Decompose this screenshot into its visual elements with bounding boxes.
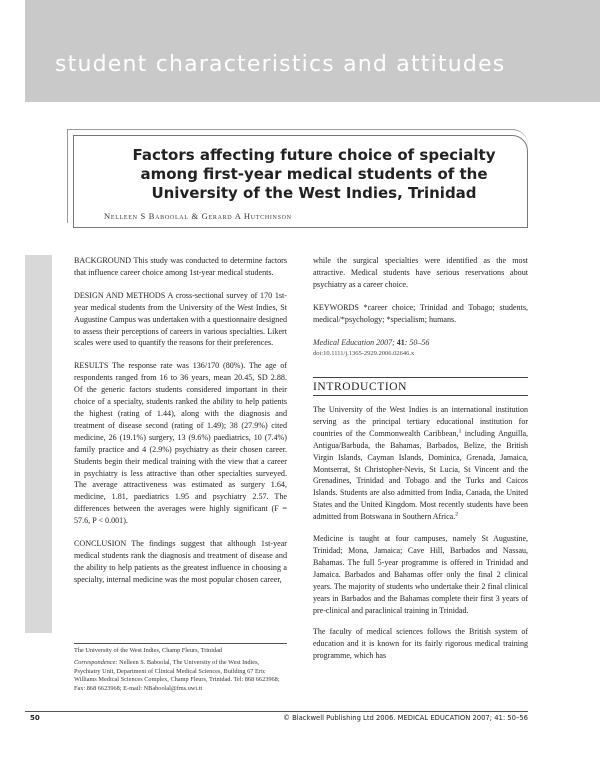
abstract-background: BACKGROUND This study was conducted to determine factors that influence career choice among 1st-year medical students.: [74, 256, 287, 277]
intro-paragraph-1: The University of the West Indies is an international institution serving as the principal tertiary educational institution for countries of the Commonwealth Caribbean,$^1$ including Anguilla, Antigua/Barbuda, the Bahamas, Barbados, Belize, the British Virgin Islands, Cayman Islands, Dominica, Grenada, Jamaica, Montserrat, St Christopher-Nevis, St Lucia, St Vincent and the Grenadines, Trinidad and Tobago and the Turks and Caicos Islands. Students are also admitted from India, Canada, the United States and the United Kingdom. Most recently students have been admitted from Botswana in Southern Africa.$^2$: [313, 405, 528, 522]
footer-rule: [25, 711, 528, 712]
introduction-heading: INTRODUCTION: [313, 377, 528, 396]
intro-paragraph-2: Medicine is taught at four campuses, namely St Augustine, Trinidad; Mona, Jamaica; Cave Hill, Barbados and Nassau, Bahamas. The full 5-year programme is offered in Trinidad and Jamaica. Barbados and Bahamas offer only the final 2 clinical years. The majority of students who undertake their 2 final clinical years in Barbados and the Bahamas complete their first 3 years of pre-clinical and paraclinical training in Trinidad.: [313, 534, 528, 615]
introduction-body: [313, 404, 528, 672]
doi: doi:10.1111/j.1365-2929.2006.02646.x: [313, 349, 415, 357]
footer-copyright: © Blackwell Publishing Ltd 2006. MEDICAL EDUCATION 2007; 41: 50–56: [283, 714, 528, 722]
affiliation: The University of the West Indies, Champ Fleurs, Trinidad: [74, 647, 223, 654]
affiliation-block: [74, 643, 287, 693]
abstract-keywords: KEYWORDS *career choice; Trinidad and Tobago; students, medical/*psychology; *specialism; humans.: [313, 302, 528, 324]
article-title: Factors affecting future choice of specialty among first-year medical students of the University of the West Indies, Trinidad: [132, 146, 496, 202]
page-number: 50: [30, 714, 40, 722]
citation: Medical Education 2007; 41: 50–56: [313, 337, 430, 347]
abstract-left-column: [74, 255, 287, 597]
abstract-side-band: [25, 255, 52, 633]
section-title: student characteristics and attitudes: [55, 52, 506, 77]
section-banner: [25, 0, 600, 102]
article-authors: Nelleen S Baboolal & Gerard A Hutchinson: [104, 211, 292, 221]
abstract-conclusion-continued: while the surgical specialties were identified as the most attractive. Medical students have serious reservations about psychiatry as a career choice.: [313, 256, 528, 289]
abstract-right-column: [313, 255, 528, 359]
intro-paragraph-3: The faculty of medical sciences follows the British system of education and it is known for its fairly rigorous medical training programme, which has: [313, 627, 528, 661]
correspondence: Correspondence: Nelleen S. Baboolal, The University of the West Indies, Psychiatry Unit, Department of Clinical Medical Sciences, Building 67 Eric Williams Medical Sciences Complex, Champ Fleurs, Trinidad. Tel: 868 6623968; Fax: 868 6623968; E-mail: NBaboolal@fms.uwi.tt: [74, 659, 280, 692]
abstract-conclusion: CONCLUSION The findings suggest that although 1st-year medical students rank the diagnosis and treatment of disease and the ability to help patients as the greatest influence in choosing a specialty, internal medicine was the most popular chosen career,: [74, 539, 287, 584]
abstract-results: RESULTS The response rate was 136/170 (80%). The age of respondents ranged from 16 to 36 years, mean 20.45, SD 2.88. Of the generic factors students considered important in their choice of a specialty, students ranked the ability to help patients the highest (rating of 1.44), along with the diagnosis and treatment of disease second (rating of 1.49); 38 (27.9%) cited medicine, 26 (19.1%) surgery, 13 (9.6%) paediatrics, 10 (7.4%) family practice and 4 (2.9%) psychiatry as their chosen career. Students begin their medical training with the view that a career in psychiatry is less attractive than other specialties surveyed. The average attractiveness was estimated as surgery 1.64, medicine, 1.81, paediatrics 1.95 and psychiatry 2.57. The differences between the averages were highly significant (F = 57.6, P < 0.001).: [74, 361, 287, 526]
abstract-design: DESIGN AND METHODS A cross-sectional survey of 170 1st-year medical students from the University of the West Indies, St Augustine Campus was undertaken with a questionnaire designed to assess their perceptions of careers in various specialties. Likert scales were used to quantify the reasons for their preferences.: [74, 290, 287, 348]
